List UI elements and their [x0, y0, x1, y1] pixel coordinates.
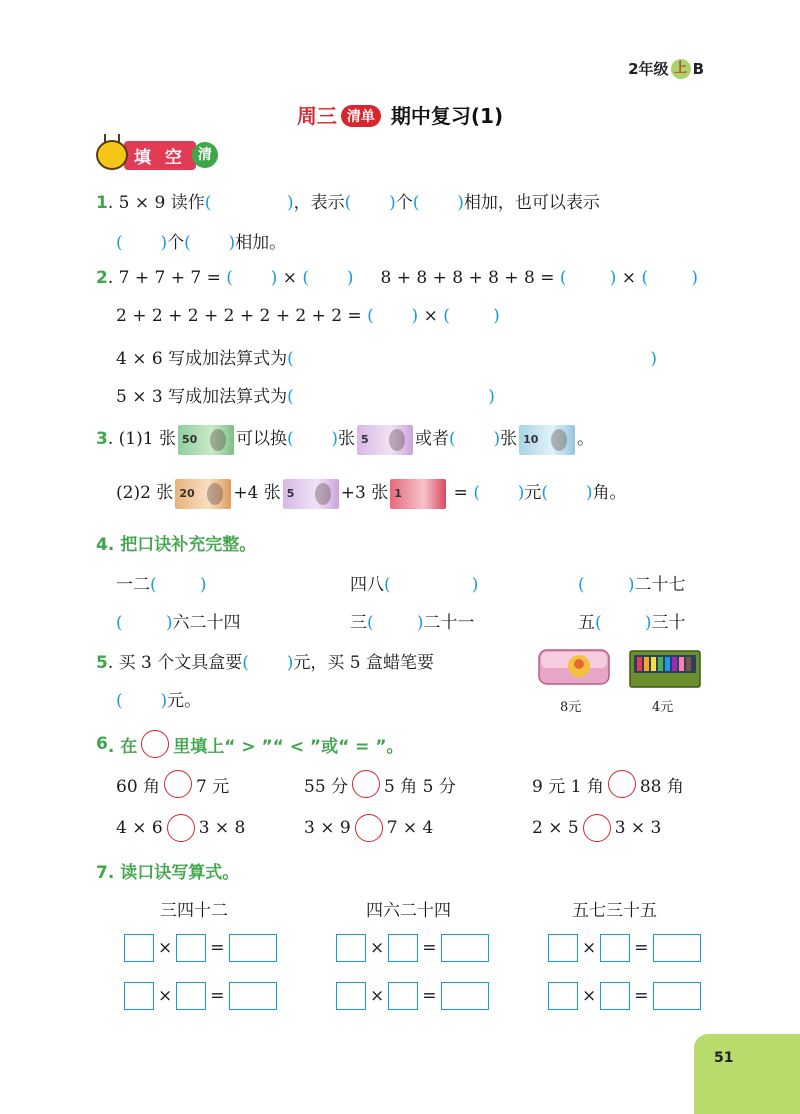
page-number: 51	[714, 1050, 734, 1066]
equals-sign: =	[210, 938, 225, 958]
blank[interactable]: ( )	[559, 268, 617, 288]
q7-eq-row	[124, 982, 277, 1010]
q5-number: 5	[96, 653, 108, 673]
equals-sign: =	[422, 986, 437, 1006]
answer-box[interactable]	[176, 934, 206, 962]
q6-left: 4 × 6	[116, 818, 163, 838]
q4-number: 4	[96, 535, 108, 555]
one-jiao-note-icon	[390, 479, 446, 509]
answer-box[interactable]	[388, 934, 418, 962]
q3-text-g: (2)2 张	[116, 483, 174, 503]
q3-text-i: +3 张	[340, 483, 389, 503]
q7-col-title: 三四十二	[160, 901, 228, 921]
ten-yuan-note-icon	[519, 425, 575, 455]
q2-line3	[116, 344, 657, 369]
q6-title-a: . 在	[107, 736, 138, 757]
q3-text-e: 张	[500, 429, 518, 449]
q1-text-f: 相加。	[235, 233, 287, 253]
q4-text: 四八	[350, 575, 384, 595]
q7-eq-row	[548, 982, 701, 1010]
blank[interactable]: ( )	[641, 268, 698, 288]
five-yuan-note-icon	[283, 479, 339, 509]
q4-text: 二十七	[634, 575, 686, 595]
blank[interactable]: ( )	[367, 613, 424, 633]
answer-box[interactable]	[548, 934, 578, 962]
q6-right: 3 × 3	[614, 818, 662, 838]
section-badge: 清	[192, 142, 218, 168]
pencil-case-price: 8元	[560, 700, 582, 715]
times-sign: ×	[158, 986, 173, 1006]
q4-title	[96, 530, 256, 555]
q3-text-b: 可以换	[235, 429, 287, 449]
q7-col-title: 五七三十五	[572, 901, 657, 921]
times-sign: ×	[370, 986, 385, 1006]
blank[interactable]: ( )	[116, 613, 173, 633]
portrait-icon	[210, 429, 226, 451]
q6-r1c1	[116, 770, 229, 798]
equals-sign: =	[453, 483, 468, 503]
answer-box[interactable]	[600, 934, 630, 962]
q4-text: 二十一	[423, 613, 475, 633]
compare-circle[interactable]	[352, 770, 380, 798]
section-banner	[96, 140, 218, 170]
q1-text-a: . 5 × 9 读作	[107, 193, 205, 213]
blank[interactable]: ( )	[595, 613, 652, 633]
q6-left: 3 × 9	[304, 818, 351, 838]
times-sign: ×	[370, 938, 385, 958]
q6-left: 9 元 1 角	[532, 776, 604, 797]
q4-r1c1	[116, 570, 207, 595]
note-value: 50	[181, 432, 198, 446]
blank[interactable]: ( )	[204, 193, 294, 213]
times-sign: ×	[282, 268, 298, 288]
q3-number: 3	[96, 429, 108, 449]
blank[interactable]: ( )	[226, 268, 278, 288]
equals-sign: =	[634, 938, 649, 958]
grade-prefix: 2年级	[628, 60, 669, 78]
blank[interactable]: ( )	[302, 268, 354, 288]
blank[interactable]: ( )	[344, 193, 396, 213]
q5-text-c: 元。	[167, 691, 202, 711]
q7-number: 7	[96, 863, 108, 883]
blank[interactable]: ( )	[116, 233, 168, 253]
answer-box[interactable]	[336, 982, 366, 1010]
blank[interactable]: ( )	[412, 193, 464, 213]
blank[interactable]: ( )	[578, 575, 635, 595]
q5-line2	[116, 686, 201, 711]
grade-badge: 上	[671, 59, 691, 79]
q3-text-j: 元	[524, 483, 542, 503]
answer-box[interactable]	[229, 934, 277, 962]
equals-sign: =	[422, 938, 437, 958]
q4-text: 五	[578, 613, 595, 633]
answer-box[interactable]	[548, 982, 578, 1010]
q7-eq-row	[548, 934, 701, 962]
compare-circle-icon	[141, 730, 169, 758]
answer-box[interactable]	[124, 934, 154, 962]
q6-right: 7 元	[196, 776, 230, 797]
blank[interactable]: ( )	[443, 306, 500, 326]
q6-title	[96, 730, 404, 758]
q4-text: 一二	[116, 575, 150, 595]
times-sign: ×	[423, 306, 438, 326]
note-value: 20	[179, 486, 195, 500]
equals-sign: =	[210, 986, 225, 1006]
q5-text-b: 元，买 5 盒蜡笔要	[293, 653, 434, 673]
q6-r1c3	[532, 770, 684, 798]
q6-left: 60 角	[116, 776, 161, 797]
q1-text-c: 个	[395, 193, 413, 213]
blank[interactable]: ( )	[242, 653, 294, 673]
portrait-icon	[389, 429, 405, 451]
times-sign: ×	[158, 938, 173, 958]
q2-expr-a: . 7 + 7 + 7 =	[107, 268, 221, 288]
crayon-box-icon	[628, 645, 702, 691]
q7-title-text: . 读口诀写算式。	[107, 863, 240, 883]
blank[interactable]: ( )	[184, 233, 236, 253]
blank[interactable]: ( )	[541, 483, 593, 503]
q4-text: 三十	[651, 613, 686, 633]
portrait-icon	[551, 429, 567, 451]
bee-icon	[96, 140, 128, 170]
q2-line1	[96, 268, 698, 288]
q4-r2c2	[350, 608, 475, 633]
q6-right: 5 角 5 分	[384, 776, 456, 797]
compare-circle[interactable]	[608, 770, 636, 798]
page-title	[0, 100, 800, 129]
q2-number: 2	[96, 268, 108, 288]
q3-text-k: 角。	[592, 483, 627, 503]
q3-line1	[96, 424, 594, 455]
q2-line4	[116, 382, 495, 407]
grade-suffix: B	[692, 59, 704, 78]
q1-line1	[96, 188, 600, 213]
q3-text-h: +4 张	[233, 483, 281, 503]
answer-box[interactable]	[441, 982, 489, 1010]
portrait-icon	[207, 483, 223, 505]
q6-right: 88 角	[639, 776, 684, 797]
blank[interactable]: ( )	[116, 691, 168, 711]
blank[interactable]: ( )	[150, 575, 207, 595]
q3-text-f: 。	[577, 429, 595, 449]
q2-expr-d: 4 × 6 写成加法算式为	[116, 349, 288, 369]
answer-box[interactable]	[653, 982, 701, 1010]
q2-expr-b: 8 + 8 + 8 + 8 + 8 =	[380, 268, 555, 288]
five-yuan-note-icon	[357, 425, 413, 455]
q3-text-d: 或者	[415, 429, 450, 449]
q1-line2	[116, 228, 286, 253]
blank[interactable]: ( )	[384, 575, 479, 595]
q4-r2c3	[578, 608, 686, 633]
note-value: 1	[394, 486, 402, 500]
answer-box[interactable]	[600, 982, 630, 1010]
q1-text-d: 相加，也可以表示	[463, 193, 600, 213]
q4-text: 三	[350, 613, 367, 633]
q2-expr-e: 5 × 3 写成加法算式为	[116, 387, 288, 407]
q6-r2c3	[532, 814, 661, 842]
answer-box[interactable]	[124, 982, 154, 1010]
note-value: 10	[523, 432, 539, 446]
q1-text-e: 个	[167, 233, 185, 253]
q1-text-b: ，表示	[293, 193, 345, 213]
q3-line2	[116, 478, 627, 509]
q7-eq-row	[336, 934, 489, 962]
compare-circle[interactable]	[167, 814, 195, 842]
answer-box[interactable]	[653, 934, 701, 962]
equals-sign: =	[634, 986, 649, 1006]
q3-text-a: . (1)1 张	[107, 429, 176, 449]
q7-eq-row	[336, 982, 489, 1010]
q3-text-c: 张	[338, 429, 356, 449]
pencil-case-icon	[537, 642, 611, 692]
q6-r2c2	[304, 814, 433, 842]
q4-title-text: . 把口诀补充完整。	[107, 535, 257, 555]
blank[interactable]: ( )	[287, 387, 495, 407]
q6-left: 2 × 5	[532, 818, 579, 838]
answer-box[interactable]	[388, 982, 418, 1010]
grade-label	[628, 58, 704, 79]
crayon-box-price: 4元	[652, 700, 674, 715]
q6-right: 3 × 8	[198, 818, 246, 838]
title-sub: 期中复习(1)	[390, 104, 504, 128]
note-value: 5	[286, 486, 295, 500]
answer-box[interactable]	[176, 982, 206, 1010]
q7-eq-row	[124, 934, 277, 962]
times-sign: ×	[621, 268, 637, 288]
q6-title-b: 里填上“ > ”“ < ”或“ = ”。	[173, 736, 404, 757]
twenty-yuan-note-icon	[175, 479, 231, 509]
page-number-tab	[694, 1034, 800, 1114]
fifty-yuan-note-icon	[178, 425, 234, 455]
q4-text: 六二十四	[172, 613, 241, 633]
note-value: 5	[361, 432, 369, 446]
q6-r2c1	[116, 814, 245, 842]
compare-circle[interactable]	[164, 770, 192, 798]
answer-box[interactable]	[441, 934, 489, 962]
q6-number: 6	[96, 734, 108, 754]
title-day: 周三	[296, 104, 337, 128]
q1-number: 1	[96, 193, 108, 213]
blank[interactable]: ( )	[367, 306, 419, 326]
section-label: 填 空	[124, 141, 196, 170]
q4-r1c2	[350, 570, 478, 595]
portrait-icon	[315, 483, 331, 505]
q5-text-a: . 买 3 个文具盒要	[107, 653, 243, 673]
times-sign: ×	[582, 986, 597, 1006]
q7-title	[96, 858, 239, 883]
blank[interactable]: ( )	[287, 349, 658, 369]
times-sign: ×	[582, 938, 597, 958]
q6-right: 7 × 4	[386, 818, 434, 838]
q4-r2c1	[116, 608, 241, 633]
blank[interactable]: ( )	[449, 429, 501, 449]
compare-circle[interactable]	[583, 814, 611, 842]
compare-circle[interactable]	[355, 814, 383, 842]
q7-col-title: 四六二十四	[366, 901, 451, 921]
q4-r1c3	[578, 570, 686, 595]
blank[interactable]: ( )	[473, 483, 525, 503]
q5-line1	[96, 648, 434, 673]
answer-box[interactable]	[229, 982, 277, 1010]
blank[interactable]: ( )	[286, 429, 339, 449]
title-stamp: 清单	[341, 105, 381, 127]
q2-expr-c: 2 + 2 + 2 + 2 + 2 + 2 + 2 =	[116, 306, 362, 326]
q2-line2	[116, 306, 500, 326]
answer-box[interactable]	[336, 934, 366, 962]
q6-r1c2	[304, 770, 456, 798]
q6-left: 55 分	[304, 776, 349, 797]
